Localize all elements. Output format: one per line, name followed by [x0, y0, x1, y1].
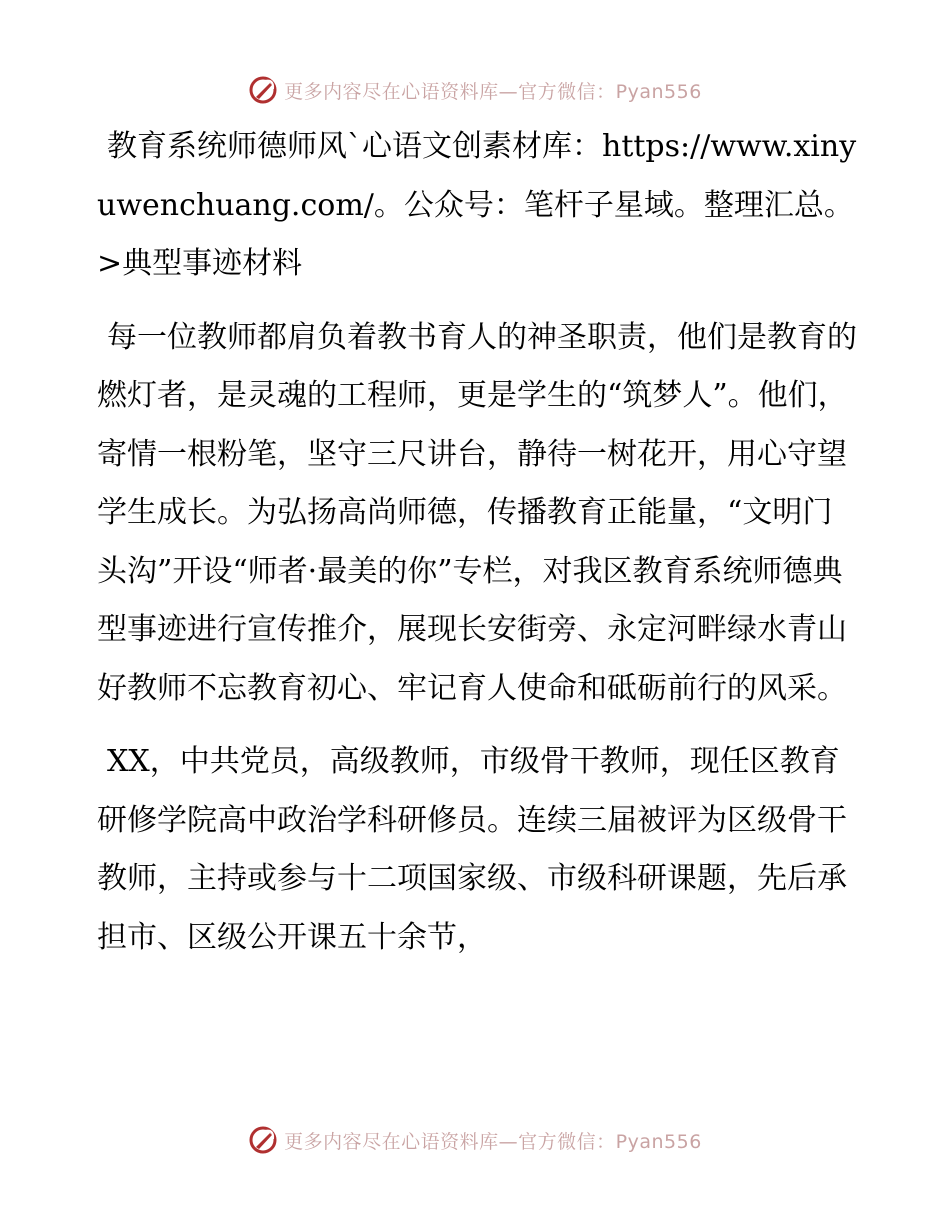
footer-watermark-text: 更多内容尽在心语资料库—官方微信：Pyan556 [284, 1130, 702, 1153]
paragraph-intro: 每一位教师都肩负着教书育人的神圣职责，他们是教育的燃灯者，是灵魂的工程师，更是学生的“筑梦人”。他们，寄情一根粉笔，坚守三尺讲台，静待一树花开，用心守望学生成长。为弘扬高尚师德，传播教育正能量，“文明门头沟”开设“师者·最美的你”专栏，对我区教育系统师德典型事迹进行宣传推介，展现长安街旁、永定河畔绿水青山好教师不忘教育初心、牢记育人使命和砥砺前行的风采。 [97, 319, 857, 706]
header-watermark [0, 70, 950, 110]
paragraph-profile: XX，中共党员，高级教师，市级骨干教师，现任区教育研修学院高中政治学科研修员。连续三届被评为区级骨干教师，主持或参与十二项国家级、市级科研课题，先后承担市、区级公开课五十余节， [97, 744, 847, 955]
header-watermark-text: 更多内容尽在心语资料库—官方微信：Pyan556 [284, 80, 702, 103]
document-body [97, 118, 857, 982]
footer-watermark [0, 1120, 950, 1160]
quill-circle-icon [248, 1125, 278, 1155]
quill-circle-icon [248, 75, 278, 105]
paragraph-title: 教育系统师德师风ˋ心语文创素材库：https://www.xinyuwenchuang.com/。公众号：笔杆子星域。整理汇总。>典型事迹材料 [97, 129, 857, 281]
